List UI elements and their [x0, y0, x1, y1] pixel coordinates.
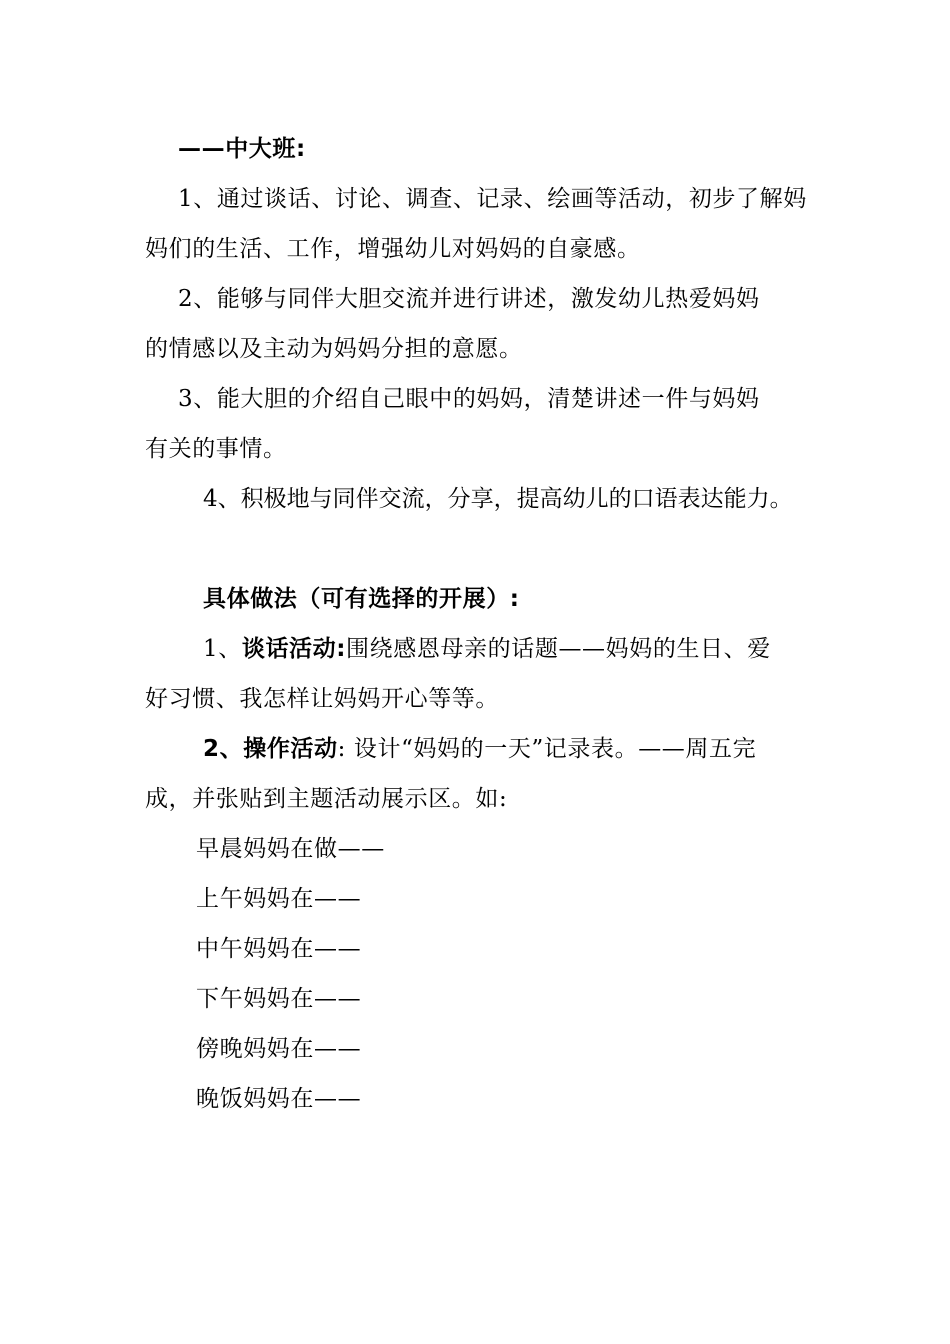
practice-item-2-text: : 设计“妈妈的一天”记录表。——周五完: [337, 736, 757, 762]
practice-item-1-continuation: 好习惯、我怎样让妈妈开心等等。: [145, 686, 499, 712]
goal-1-line-2: 妈们的生活、工作，增强幼儿对妈妈的自豪感。: [145, 236, 641, 262]
practice-item-2-continuation: 成，并张贴到主题活动展示区。如:: [145, 786, 508, 812]
practice-item-1-number: 1、: [203, 636, 242, 662]
practice-item-2-title: 操作活动: [243, 736, 338, 762]
schedule-evening: 傍晚妈妈在——: [196, 1036, 362, 1062]
section-heading: ——中大班:: [178, 136, 306, 162]
practice-item-2: [203, 734, 756, 764]
goal-2-line-1: 2、能够与同伴大胆交流并进行讲述，激发幼儿热爱妈妈: [178, 286, 760, 312]
practice-item-1-text: 围绕感恩母亲的话题——妈妈的生日、爱: [346, 636, 771, 662]
goal-1-line-1: 1、通过谈话、讨论、调查、记录、绘画等活动，初步了解妈: [178, 186, 807, 212]
goal-3-line-2: 有关的事情。: [145, 436, 287, 462]
goal-2-line-2: 的情感以及主动为妈妈分担的意愿。: [145, 336, 523, 362]
schedule-morning: 早晨妈妈在做——: [196, 836, 385, 862]
goal-3-line-1: 3、能大胆的介绍自己眼中的妈妈，清楚讲述一件与妈妈: [178, 386, 760, 412]
schedule-forenoon: 上午妈妈在——: [196, 886, 362, 912]
schedule-dinner: 晚饭妈妈在——: [196, 1086, 362, 1112]
practice-item-1-title: 谈话活动:: [241, 636, 347, 662]
schedule-afternoon: 下午妈妈在——: [196, 986, 362, 1012]
practice-item-1: [203, 634, 771, 664]
schedule-noon: 中午妈妈在——: [196, 936, 362, 962]
goal-4-line-1: 4、积极地与同伴交流，分享，提高幼儿的口语表达能力。: [203, 486, 793, 512]
practice-item-2-number: 2、: [203, 736, 244, 762]
practice-heading: 具体做法（可有选择的开展）:: [203, 586, 520, 612]
